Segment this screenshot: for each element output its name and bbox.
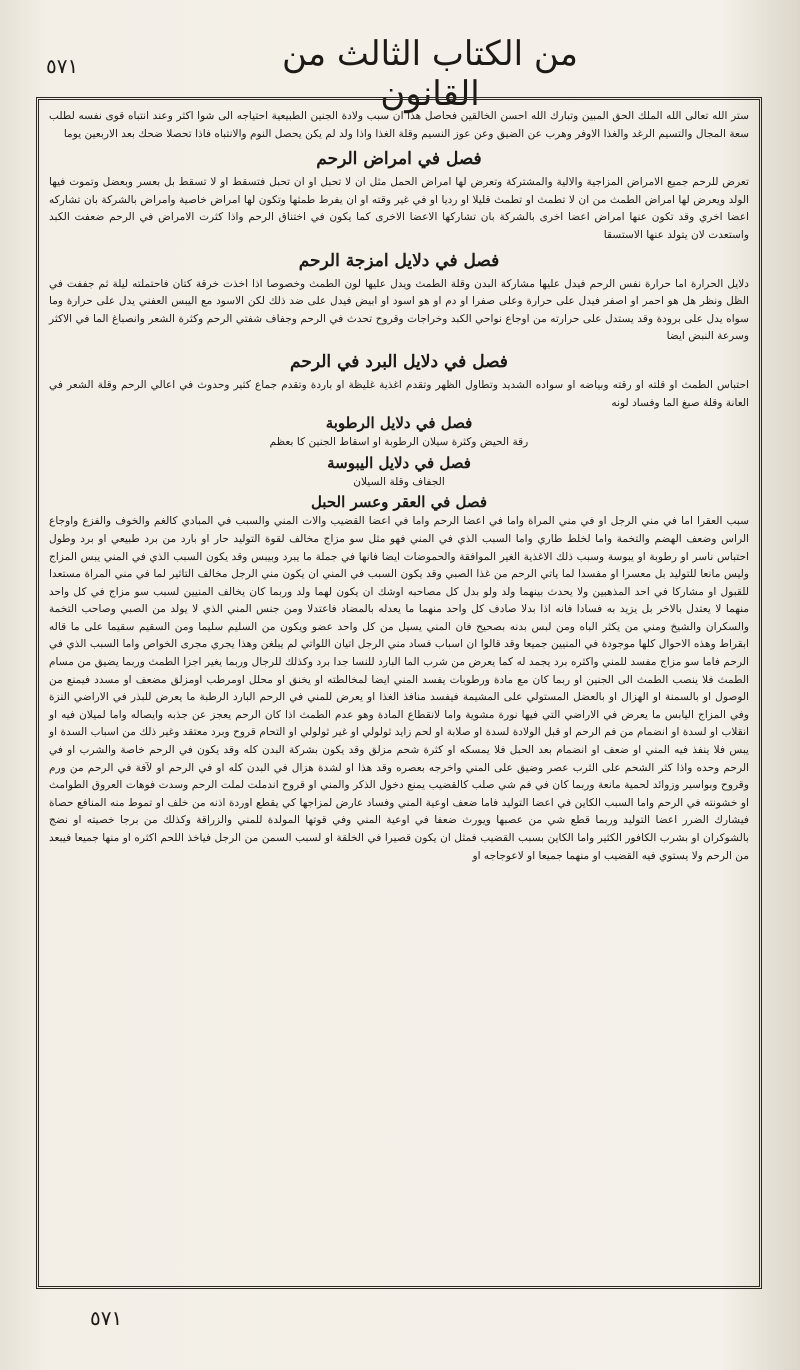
page-header bbox=[40, 28, 760, 114]
section-heading-diseases: فصل في امراض الرحم bbox=[316, 149, 482, 170]
footer-page-number: ٥٧١ bbox=[90, 1306, 123, 1330]
infertility-paragraph: سبب العقرا اما في مني الرجل او في مني المراة واما في اعضا الرحم واما في اعضا القضيب والات المني والسبب في المبادي كالغم والخوف والفزع واوجاع الراس وضعف الهضم والتخمة واما لخلط طاري واما السبب الذي في المني فهو مثل سو مزاج مخالف لقوة التوليد حار او بارد من برد طبيعي او برد وطول احتباس ناسر او رطوبة او يبوسة وسبب ذلك الاغذية الغير الموافقة والحموضات ايضا فانها في جملة ما يبرد وبيبس وقد يكون السبب الذي في المني يبس المزاج وليس مانعا للتوليد بل معسرا او مفسدا لما ياتي الرحم من غذا الصبي وقد يكون السبب في المني ان يكون مني الرجل مخالف التاثير لما في مني المراة مستعدا للقبول او مشاركا في احد المذهبين ولا يحدث بينهما ولد ولو بدل كل مصاحبه اوشك ان يكون لهما ولد وربما كان يخالف المنيين لسبب سو مزاج في كل واحد منهما لا يعتدل بالاخر بل يزيد به فسادا فانه اذا بدلا صادف كل واحد منهما ما يعدله بالمضاد فاعتدلا ومن جنس المني الذي لا يولد من الصبي وصاحب التخمة والسكران والشيخ ومني من يكثر الباه ومن لبس بدنه بصحيح فان المني يسيل من كل واحد عضو ويكون من السليم سليما ومن السقيم سقيما على ما قاله ابقراط وهذه الاحوال كلها موجودة في المنيين جميعا وقد قالوا ان اسباب فساد مني الرجل اتيان اللواتي لم يبلغن وهذا يجري مجرى الخواص واما السبب الذي في الرحم فاما سو مزاج مفسد للمني واكثره برد يجمد له كما يعرض من شرب الما البارد للنسا جدا برد وكذلك للرجال وربما يغير اجزا الطمث وربما يضيق من مسام الطمث فلا ينصب الطمث الى الجنين او ربما كان مع مادة ورطوبات يفسد المني ايضا لمخالطته او يخنق او محلل اومرطب اومزلق مضعف او مسدد فيمنع من الوصول او بالسمنة او الهزال او بالعضل المستولي على المشيمة فيفسد منافذ الغذا او يعرض للمني في الرحم البارد الرطبة ما يعرض للبذر في الاراضي النزة وفي المزاج اليابس ما يعرض في الاراضي التي فيها نورة مشوية واما لانقطاع المادة وهو عدم الطمث اذا كان الرحم يعجز عن جذبه وايصاله واما لميلان فيه او انقلاب او لسدة او انضمام من فم الرحم او قبل الولادة لسدة او صلابة او لحم زايد ثولولي او غير ثولولي او التحام قروح وبرد معتقد وغير ذلك من اسباب السدة او يبس فلا ينفذ فيه المني او ضعف او انضمام بعد الحبل فلا يمسكه او كثرة شحم مزلق وقد يكون بشركة البدن كله وقد يكون في الرحم خاصة والشرب او في الرحم وحده واذا كثر الشحم على الثرب عصر وضيق على المني واخرجه بعصره وقد هذا او لشدة هزال في البدن كله او في الرحم او لآفة في الرحم من ورم وقروح وبواسير وزوائد لحمية مانعة وربما كان في فم شي صلب كالقضيب يمنع دخول الذكر والمني او قروح اندملت لملت الرحم وسدت فوهات العروق الطوامث او خشونته في الرحم واما السبب الكاين في اعضا التوليد فاما ضعف اوعية المني وفساد عارض لمزاجها كي يقطع اوردة اذنه من خلف او تموط منه المنافع حصاة فيشارك الضرر اعضا التوليد وربما قطع شي من عصبها ويورث ضعفا في اوعية المني وفي قوتها المولدة للمني والزراقة وكذلك من برجا خصيته او نضج بالشوكران او بشرب الكافور الكثير واما الكاين بسبب القضيب فمثل ان يكون قصيرا في الخلقة او لسبب السمن من الرجل فياخذ اللحم اكثره او منها جميعا فيبعد من الرحم ولا يستوي فيه القضيب او منهما جميعا او لاعوجاجه او bbox=[49, 515, 750, 862]
text-frame bbox=[36, 97, 762, 1289]
temperament-paragraph: دلايل الحرارة اما حرارة نفس الرحم فيدل عليها مشاركة البدن وقلة الطمث ويدل عليها لون الطمث وخصوصا اذا اخذت خرقة كتان فاحتملته ليلة ثم جففت في الظل ونظر هل هو احمر او اصفر فيدل على حرارة وعلى صفرا او دم او هو اسود او ابيض فيدل على ضد ذلك لكن الاسود مع اليبس العفني يدل على حرارة وما سواه يدل على برودة وقد يستدل على حرارته من اوجاع نواحي الكبد وخراجات وقروح تحدث في الرحم وجفاف شفتي الرحم وكثرة الشعر وانصباغ الما في الاكثر وسرعة النبض ايضا bbox=[49, 277, 749, 343]
section-heading-moisture: فصل في دلايل الرطوبة bbox=[325, 414, 473, 433]
intro-paragraph: ستر الله تعالى الله الملك الحق المبين وتبارك الله احسن الخالقين فحاصل هذا ان سبب ولادة الجنين الطبيعية احتياجه الى شوا اكثر وعند انتباه قوى نفسه لطلب سعة المجال والتسيم الرغد والغذا الاوفر وهرب عن الضيق وعن عوز النسيم وقلة الغذا واذا ولد لم يكن يحصل النوم والانتباه فاذا تحصلا ضحك بعد الاربعين يوما bbox=[49, 110, 749, 140]
dryness-paragraph: الجفاف وقلة السيلان bbox=[353, 475, 445, 488]
section-heading-temperament: فصل في دلايل امزجة الرحم bbox=[298, 250, 500, 271]
cold-paragraph: احتباس الطمث او قلته او رقته وبياضه او سواده الشديد وتطاول الظهر وتقدم اغذية غليظة او باردة وتقدم جماع كثير وحدوث في اعالي الرحم وقلة الشعر في العانة وقلة صبغ الما وفساد لونه bbox=[49, 378, 749, 409]
section-heading-infertility: فصل في العقر وعسر الحبل bbox=[310, 493, 488, 512]
section-heading-dryness: فصل في دلايل اليبوسة bbox=[327, 453, 471, 472]
header-page-number: ٥٧١ bbox=[46, 54, 79, 78]
running-title: من الكتاب الثالث من القانون bbox=[282, 34, 578, 114]
section-heading-cold: فصل في دلايل البرد في الرحم bbox=[290, 351, 508, 372]
moisture-paragraph: رقة الحيض وكثرة سيلان الرطوبة او اسقاط الجنين كا بعظم bbox=[269, 436, 529, 449]
diseases-paragraph: تعرض للرحم جميع الامراض المزاجية والالية والمشتركة وتعرض لها امراض الحمل مثل ان لا تحبل او ان تحبل فتسقط او لا تسقط بل بعسر وبعضل وتموت فيها الولد ويعرض لها امراض الطمث من ان لا تطمث او تطمث قليلا او رديا او في غير وقته او ان يفرط طمثها وتكون لها امراض خاصية وامراض بالشركة بان تشاركه اعضا اخري وقد تكون عنها امراض اعضا اخرى بالشركة بان تشاركها الاعضا الاخرى كما يكون في اختناق الرحم واذا كثرت الامراض في الرحم ضعفت الكبد واستعدت لان يتولد عنها الاستسقا bbox=[49, 176, 749, 241]
